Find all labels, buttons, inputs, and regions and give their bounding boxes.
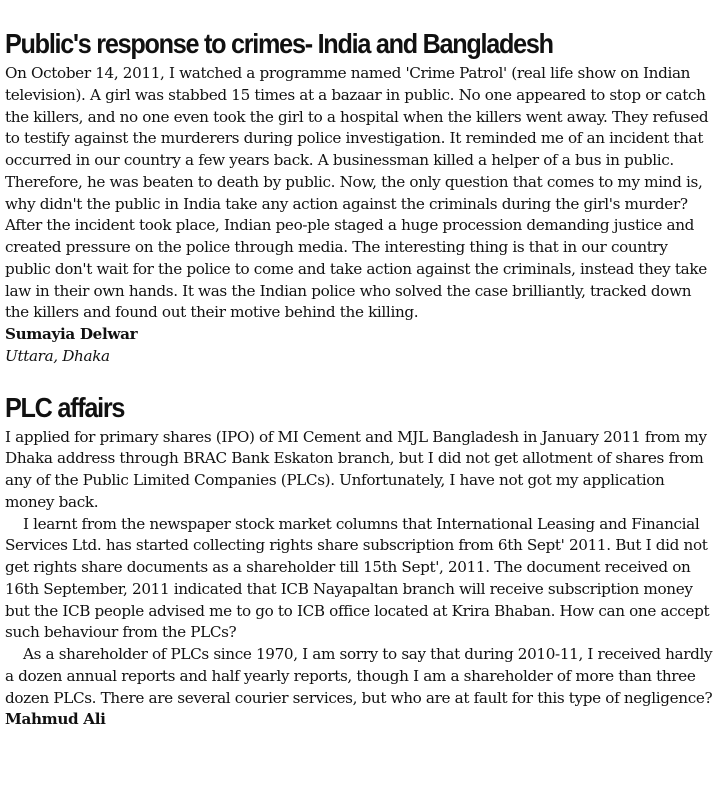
letter-title: PLC affairs — [5, 391, 125, 423]
letter-body-paragraph: I applied for primary shares (IPO) of MI Cement and MJL Bangladesh in January 2011 from my Dhaka address through BRAC Bank Eskaton branch, but I did not get allotment of shares from any of the Public Limited Companies (PLCs). Unfortunately, I have not got my application money back. — [5, 427, 707, 511]
letter-author: Sumayia Delwar — [5, 325, 138, 343]
letter-title: Public's response to crimes- India and Bangladesh — [5, 28, 553, 59]
letters-page — [5, 25, 713, 731]
letter-body-paragraph: On October 14, 2011, I watched a programme named 'Crime Patrol' (real life show on Indian television). A girl was stabbed 15 times at a bazaar in public. No one appeared to stop or catch the killers, and no one even took the girl to a hospital when the killers went away. They refused to testify against the murderers during police investigation. It reminded me of an incident that occurred in our country a few years back. A businessman killed a helper of a bus in public. Therefore, he was beaten to death by public. Now, the only question that comes to my mind is, why didn't the public in India take any action against the criminals during the girl's murder? After the incident took place, Indian peo-ple staged a huge procession demanding justice and created pressure on the police through media. The interesting thing is that in our country public don't wait for the police to come and take action against the criminals, instead they take law in their own hands. It was the Indian police who solved the case brilliantly, tracked down the killers and found out their motive behind the killing. — [5, 64, 709, 322]
letter-body-paragraph: I learnt from the newspaper stock market columns that International Leasing and Financial Services Ltd. has started collecting rights share subscription from 6th Sept' 2011. But I did not get rights share documents as a shareholder till 15th Sept', 2011. The document received on 16th September, 2011 indicated that ICB Nayapaltan branch will receive subscription money but the ICB people advised me to go to ICB office located at Krira Bhaban. How can one accept such behaviour from the PLCs? — [5, 514, 710, 642]
letter-public-response — [5, 25, 713, 368]
letter-body-paragraph: As a shareholder of PLCs since 1970, I am sorry to say that during 2010-11, I received hardly a dozen annual reports and half yearly reports, though I am a shareholder of more than three dozen PLCs. There are several courier services, but who are at fault for this type of negligence? — [5, 645, 713, 707]
letter-plc-affairs — [5, 389, 713, 732]
letter-author: Mahmud Ali — [5, 710, 106, 729]
letter-author-location: Uttara, Dhaka — [5, 346, 110, 365]
